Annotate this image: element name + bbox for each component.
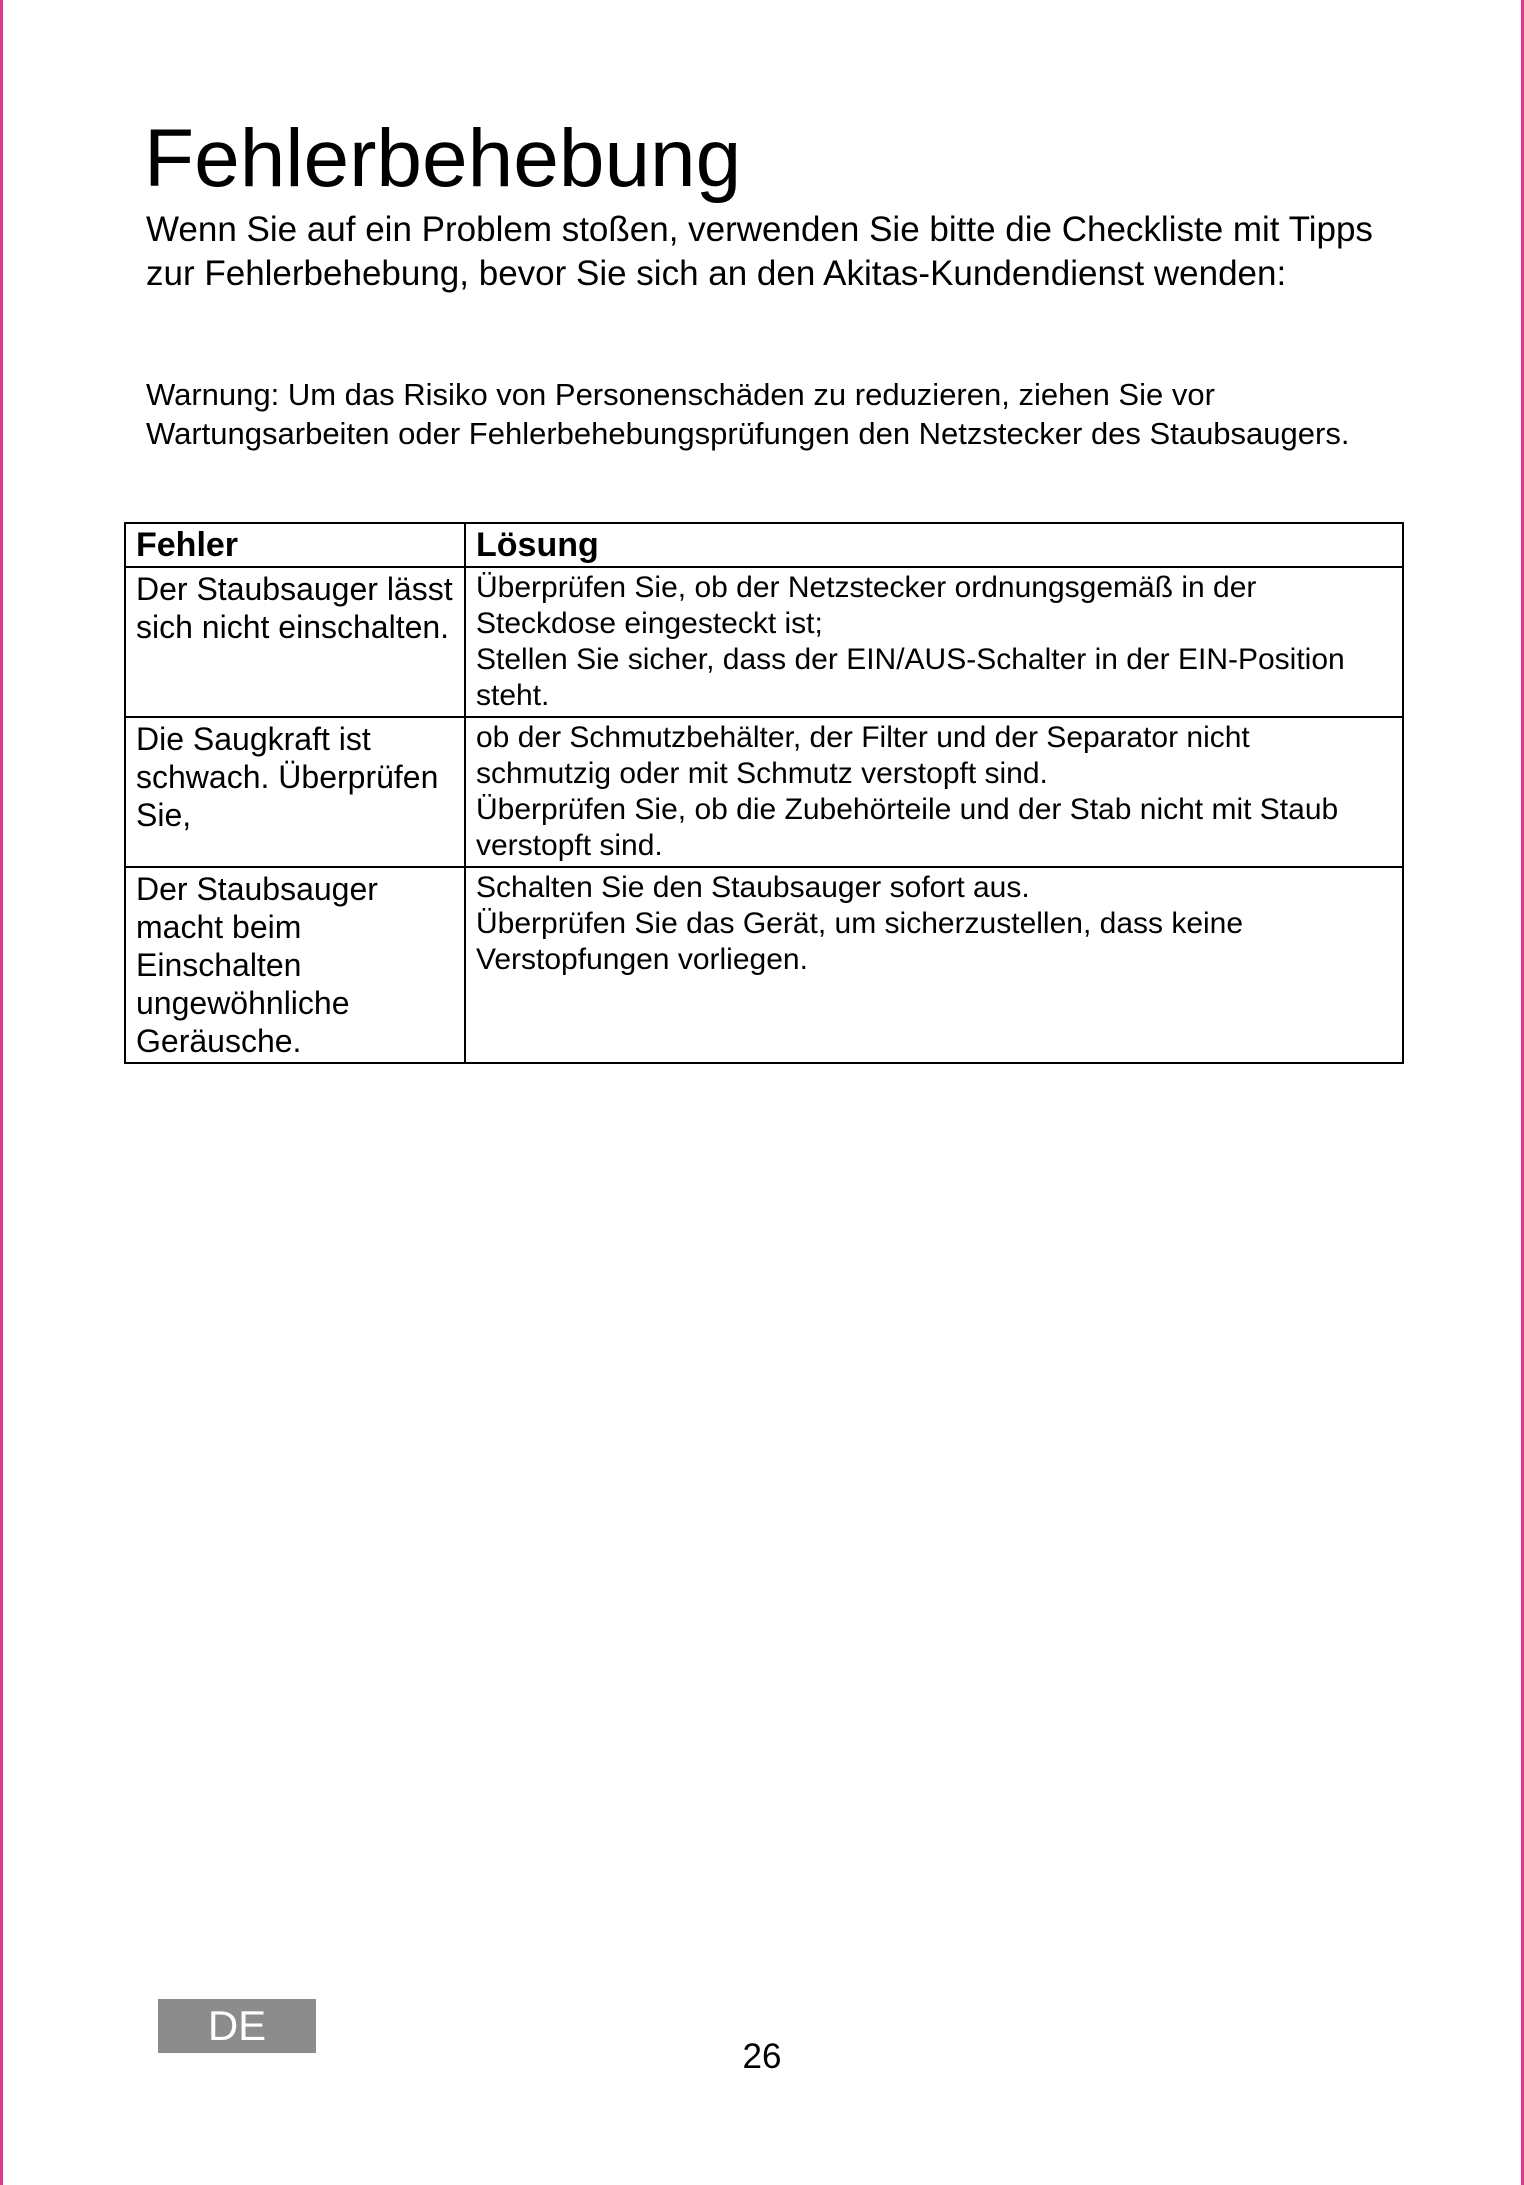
solution-line: ob der Schmutzbehälter, der Filter und der Separator nicht schmutzig oder mit Schmutz verstopft sind.	[476, 721, 1250, 790]
warning-paragraph: Warnung: Um das Risiko von Personenschäden zu reduzieren, ziehen Sie vor Wartungsarbeiten oder Fehlerbehebungsprüfungen den Netzstecker des Staubsaugers.	[146, 377, 1350, 451]
table-row	[125, 717, 1403, 867]
table-header-row	[125, 523, 1403, 567]
column-header-fault: Fehler	[125, 523, 465, 567]
column-header-solution: Lösung	[465, 523, 1403, 567]
language-badge: DE	[158, 1999, 316, 2053]
page-title: Fehlerbehebung	[144, 113, 742, 204]
solution-line: Überprüfen Sie, ob der Netzstecker ordnungsgemäß in der Steckdose eingesteckt ist;	[476, 571, 1257, 640]
intro-paragraph: Wenn Sie auf ein Problem stoßen, verwenden Sie bitte die Checkliste mit Tipps zur Fehlerbehebung, bevor Sie sich an den Akitas-Kundendienst wenden:	[146, 210, 1373, 293]
table-row	[125, 567, 1403, 717]
page-edge-left	[0, 0, 3, 2185]
solution-line: Überprüfen Sie das Gerät, um sicherzustellen, dass keine Verstopfungen vorliegen.	[476, 907, 1244, 976]
fault-cell: Der Staubsauger macht beim Einschalten ungewöhnliche Geräusche.	[125, 867, 465, 1063]
troubleshooting-table	[124, 522, 1404, 1064]
solution-cell	[465, 867, 1403, 1063]
fault-cell: Die Saugkraft ist schwach. Überprüfen Sie,	[125, 717, 465, 867]
solution-cell	[465, 567, 1403, 717]
solution-line: Überprüfen Sie, ob die Zubehörteile und der Stab nicht mit Staub verstopft sind.	[476, 793, 1339, 862]
solution-line: Schalten Sie den Staubsauger sofort aus.	[476, 871, 1030, 904]
fault-cell: Der Staubsauger lässt sich nicht einschalten.	[125, 567, 465, 717]
solution-line: Stellen Sie sicher, dass der EIN/AUS-Schalter in der EIN-Position steht.	[476, 643, 1345, 712]
table-row	[125, 867, 1403, 1063]
solution-cell	[465, 717, 1403, 867]
page-number: 26	[742, 2037, 782, 2076]
